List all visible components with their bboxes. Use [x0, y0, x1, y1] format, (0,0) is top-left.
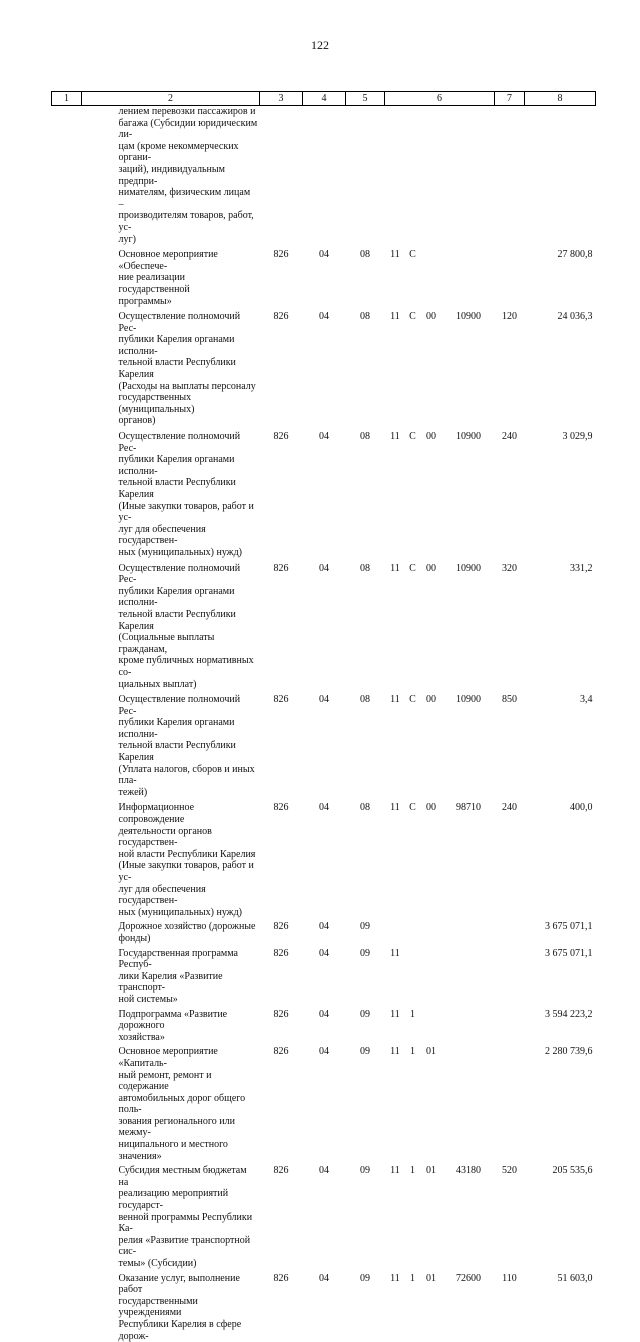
- row-col6-event: 01: [426, 1046, 436, 1058]
- row-col3: 826: [273, 947, 289, 959]
- col1-cell: [52, 945, 82, 1006]
- col1-cell: [52, 106, 82, 246]
- table-row: [52, 106, 596, 246]
- row-col6-subprogram: С: [409, 802, 416, 814]
- header-col-7: 7: [495, 92, 525, 106]
- header-col-3: 3: [260, 92, 303, 106]
- row-col8-amount: 3 675 071,1: [545, 921, 593, 933]
- col1-cell: [52, 559, 82, 691]
- row-col5: 09: [360, 1046, 370, 1058]
- row-col6-direction: 72600: [456, 1272, 481, 1284]
- row-col6-direction: 10900: [456, 694, 481, 706]
- row-col4: 04: [319, 1272, 329, 1284]
- row-col6-event: [420, 918, 443, 944]
- row-col6-event: [420, 245, 443, 307]
- row-col6-program: 11: [390, 1008, 400, 1020]
- row-name: Подпрограмма «Развитие дорожного хозяйства»: [118, 1008, 228, 1043]
- row-col8-amount: 3,4: [580, 694, 593, 706]
- row-col6-event: 00: [426, 562, 436, 574]
- row-col6-subprogram: 1: [410, 1008, 415, 1020]
- row-name: Оказание услуг, выполнение работ государственными учреждениями Республики Карелия в сфере дорож-: [118, 1272, 242, 1342]
- row-name: Осуществление полномочий Рес- публики Карелия органами исполни- тельной власти Республики Карелия (Иные закупки товаров, работ и ус- луг для обеспечения государствен- ных (муниципальных) нужд): [118, 431, 254, 558]
- row-col6-subprogram: 1: [410, 1046, 415, 1058]
- row-col4: 04: [319, 1008, 329, 1020]
- table-row: [52, 918, 596, 944]
- row-col6-subprogram: [406, 918, 420, 944]
- row-name: лением перевозки пассажиров и багажа (Субсидии юридическим ли- цам (кроме некоммерческих органи- заций), индивидуальным предпри- нимателям, физическим лицам – производителям товаров, работ, ус- луг): [118, 106, 258, 245]
- header-col-6: 6: [385, 92, 495, 106]
- row-col4: 04: [319, 249, 329, 261]
- row-col4: 04: [319, 1165, 329, 1177]
- row-col5: [346, 106, 385, 246]
- row-col4: 04: [319, 1046, 329, 1058]
- table-row: [52, 307, 596, 427]
- row-col4: 04: [319, 947, 329, 959]
- row-col6-program: 11: [390, 1165, 400, 1177]
- row-col8-amount: 3 675 071,1: [545, 947, 593, 959]
- row-col6-program: 11: [390, 249, 400, 261]
- row-col3: 826: [273, 1008, 289, 1020]
- row-name: Осуществление полномочий Рес- публики Карелия органами исполни- тельной власти Республики Карелия (Социальные выплаты гражданам, кроме публичных нормативных со- циальных выплат): [118, 562, 254, 690]
- row-name: Осуществление полномочий Рес- публики Карелия органами исполни- тельной власти Республики Карелия (Расходы на выплаты персоналу государственных (муниципальных) органов): [118, 311, 256, 427]
- table-row: [52, 945, 596, 1006]
- row-col3: 826: [273, 1272, 289, 1284]
- table-row: [52, 1043, 596, 1162]
- table-row: [52, 1270, 596, 1342]
- row-col3: 826: [273, 1046, 289, 1058]
- row-col6-event: 00: [426, 694, 436, 706]
- table-header-row: [52, 92, 596, 106]
- row-name: Информационное сопровождение деятельности органов государствен- ной власти Республики Карелия (Иные закупки товаров, работ и ус- луг для обеспечения государствен- ных (муниципальных) нужд): [118, 802, 256, 918]
- row-col7: 240: [502, 802, 517, 814]
- col1-cell: [52, 1270, 82, 1342]
- row-col8-amount: 3 594 223,2: [545, 1008, 593, 1020]
- row-col5: 08: [360, 562, 370, 574]
- row-col7: [495, 918, 525, 944]
- table-row: [52, 245, 596, 307]
- row-col5: 08: [360, 249, 370, 261]
- row-name: Основное мероприятие «Обеспече- ние реализации государственной программы»: [118, 249, 218, 307]
- row-col6-program: 11: [390, 562, 400, 574]
- row-col6-program: 11: [390, 947, 400, 959]
- row-col5: 08: [360, 694, 370, 706]
- row-col4: [303, 106, 346, 246]
- page-number: 122: [311, 38, 329, 52]
- row-col3: 826: [273, 249, 289, 261]
- table-row: [52, 559, 596, 691]
- row-name: Субсидия местным бюджетам на реализацию мероприятий государст- венной программы Республики Ка- релия «Развитие транспортной сис- темы» (Субсидии): [118, 1165, 253, 1269]
- row-col6-direction: 98710: [456, 802, 481, 814]
- row-col6-direction: [443, 918, 495, 944]
- row-col7: [495, 1006, 525, 1044]
- row-col8-amount: 2 280 739,6: [545, 1046, 593, 1058]
- row-col6-event: 01: [426, 1165, 436, 1177]
- row-col4: 04: [319, 562, 329, 574]
- row-name: Государственная программа Респуб- лики Карелия «Развитие транспорт- ной системы»: [118, 947, 238, 1005]
- row-col5: 09: [360, 921, 370, 933]
- row-col6-program: [385, 106, 406, 246]
- header-col-8: 8: [525, 92, 596, 106]
- row-col7: 520: [502, 1165, 517, 1177]
- col1-cell: [52, 690, 82, 798]
- row-col4: 04: [319, 921, 329, 933]
- col1-cell: [52, 798, 82, 918]
- row-col6-direction: [443, 945, 495, 1006]
- budget-table: [51, 91, 596, 1342]
- row-col3: 826: [273, 431, 289, 443]
- row-col6-direction: 10900: [456, 311, 481, 323]
- row-col7: 120: [502, 311, 517, 323]
- row-col6-event: 00: [426, 802, 436, 814]
- row-col6-program: 11: [390, 1046, 400, 1058]
- row-col6-event: 00: [426, 431, 436, 443]
- row-col4: 04: [319, 694, 329, 706]
- row-col6-program: 11: [390, 431, 400, 443]
- row-col6-subprogram: С: [409, 249, 416, 261]
- row-col6-direction: [443, 245, 495, 307]
- row-col8-amount: [525, 106, 596, 246]
- row-col6-event: 00: [426, 311, 436, 323]
- table-row: [52, 1006, 596, 1044]
- row-col6-direction: [443, 1006, 495, 1044]
- col1-cell: [52, 1043, 82, 1162]
- row-col6-subprogram: 1: [410, 1272, 415, 1284]
- row-col6-direction: [443, 106, 495, 246]
- row-col3: 826: [273, 311, 289, 323]
- row-col8-amount: 24 036,3: [557, 311, 593, 323]
- row-col6-event: [420, 945, 443, 1006]
- col1-cell: [52, 427, 82, 559]
- table-row: [52, 1162, 596, 1269]
- row-col6-direction: 10900: [456, 562, 481, 574]
- row-col7: [495, 1043, 525, 1162]
- row-col5: 08: [360, 311, 370, 323]
- row-col6-event: [420, 106, 443, 246]
- row-col8-amount: 3 029,9: [562, 431, 593, 443]
- row-name: Осуществление полномочий Рес- публики Карелия органами исполни- тельной власти Республики Карелия (Уплата налогов, сборов и иных пла- тежей): [118, 694, 255, 798]
- row-col4: 04: [319, 431, 329, 443]
- row-col7: 320: [502, 562, 517, 574]
- row-col6-subprogram: С: [409, 562, 416, 574]
- row-col8-amount: 331,2: [570, 562, 593, 574]
- row-col6-subprogram: [406, 945, 420, 1006]
- row-col3: [260, 106, 303, 246]
- row-col6-subprogram: С: [409, 431, 416, 443]
- row-col8-amount: 205 535,6: [552, 1165, 593, 1177]
- row-col3: 826: [273, 921, 289, 933]
- row-col5: 08: [360, 431, 370, 443]
- row-col3: 826: [273, 1165, 289, 1177]
- row-col7: 110: [502, 1272, 517, 1284]
- header-col-2: 2: [82, 92, 260, 106]
- header-col-1: 1: [52, 92, 82, 106]
- row-col8-amount: 400,0: [570, 802, 593, 814]
- row-col3: 826: [273, 694, 289, 706]
- row-col6-program: 11: [390, 311, 400, 323]
- row-col4: 04: [319, 311, 329, 323]
- row-col8-amount: 27 800,8: [557, 249, 593, 261]
- col1-cell: [52, 918, 82, 944]
- row-col5: 09: [360, 1272, 370, 1284]
- table-row: [52, 690, 596, 798]
- row-col7: [495, 245, 525, 307]
- row-col6-subprogram: 1: [410, 1165, 415, 1177]
- row-col5: 09: [360, 1008, 370, 1020]
- col1-cell: [52, 307, 82, 427]
- row-col6-direction: 10900: [456, 431, 481, 443]
- row-name: Основное мероприятие «Капиталь- ный ремонт, ремонт и содержание автомобильных дорог общего поль- зования регионального или межму- ниципального и местного значения»: [118, 1046, 246, 1162]
- header-col-5: 5: [346, 92, 385, 106]
- row-col8-amount: 51 603,0: [557, 1272, 593, 1284]
- row-col6-subprogram: [406, 106, 420, 246]
- table-row: [52, 427, 596, 559]
- row-col7: 850: [502, 694, 517, 706]
- table-row: [52, 798, 596, 918]
- row-col7: [495, 945, 525, 1006]
- row-col5: 09: [360, 947, 370, 959]
- row-col5: 09: [360, 1165, 370, 1177]
- row-col3: 826: [273, 802, 289, 814]
- row-col6-program: 11: [390, 802, 400, 814]
- row-name: Дорожное хозяйство (дорожные фонды): [118, 921, 256, 944]
- row-col6-direction: [443, 1043, 495, 1162]
- col1-cell: [52, 245, 82, 307]
- row-col6-event: 01: [426, 1272, 436, 1284]
- row-col6-subprogram: С: [409, 311, 416, 323]
- col1-cell: [52, 1006, 82, 1044]
- row-col4: 04: [319, 802, 329, 814]
- row-col6-event: [420, 1006, 443, 1044]
- row-col6-subprogram: С: [409, 694, 416, 706]
- col1-cell: [52, 1162, 82, 1269]
- row-col6-program: 11: [390, 1272, 400, 1284]
- row-col7: 240: [502, 431, 517, 443]
- row-col7: [495, 106, 525, 246]
- row-col5: 08: [360, 802, 370, 814]
- header-col-4: 4: [303, 92, 346, 106]
- row-col6-direction: 43180: [456, 1165, 481, 1177]
- row-col6-program: 11: [390, 694, 400, 706]
- row-col6-program: [385, 918, 406, 944]
- row-col3: 826: [273, 562, 289, 574]
